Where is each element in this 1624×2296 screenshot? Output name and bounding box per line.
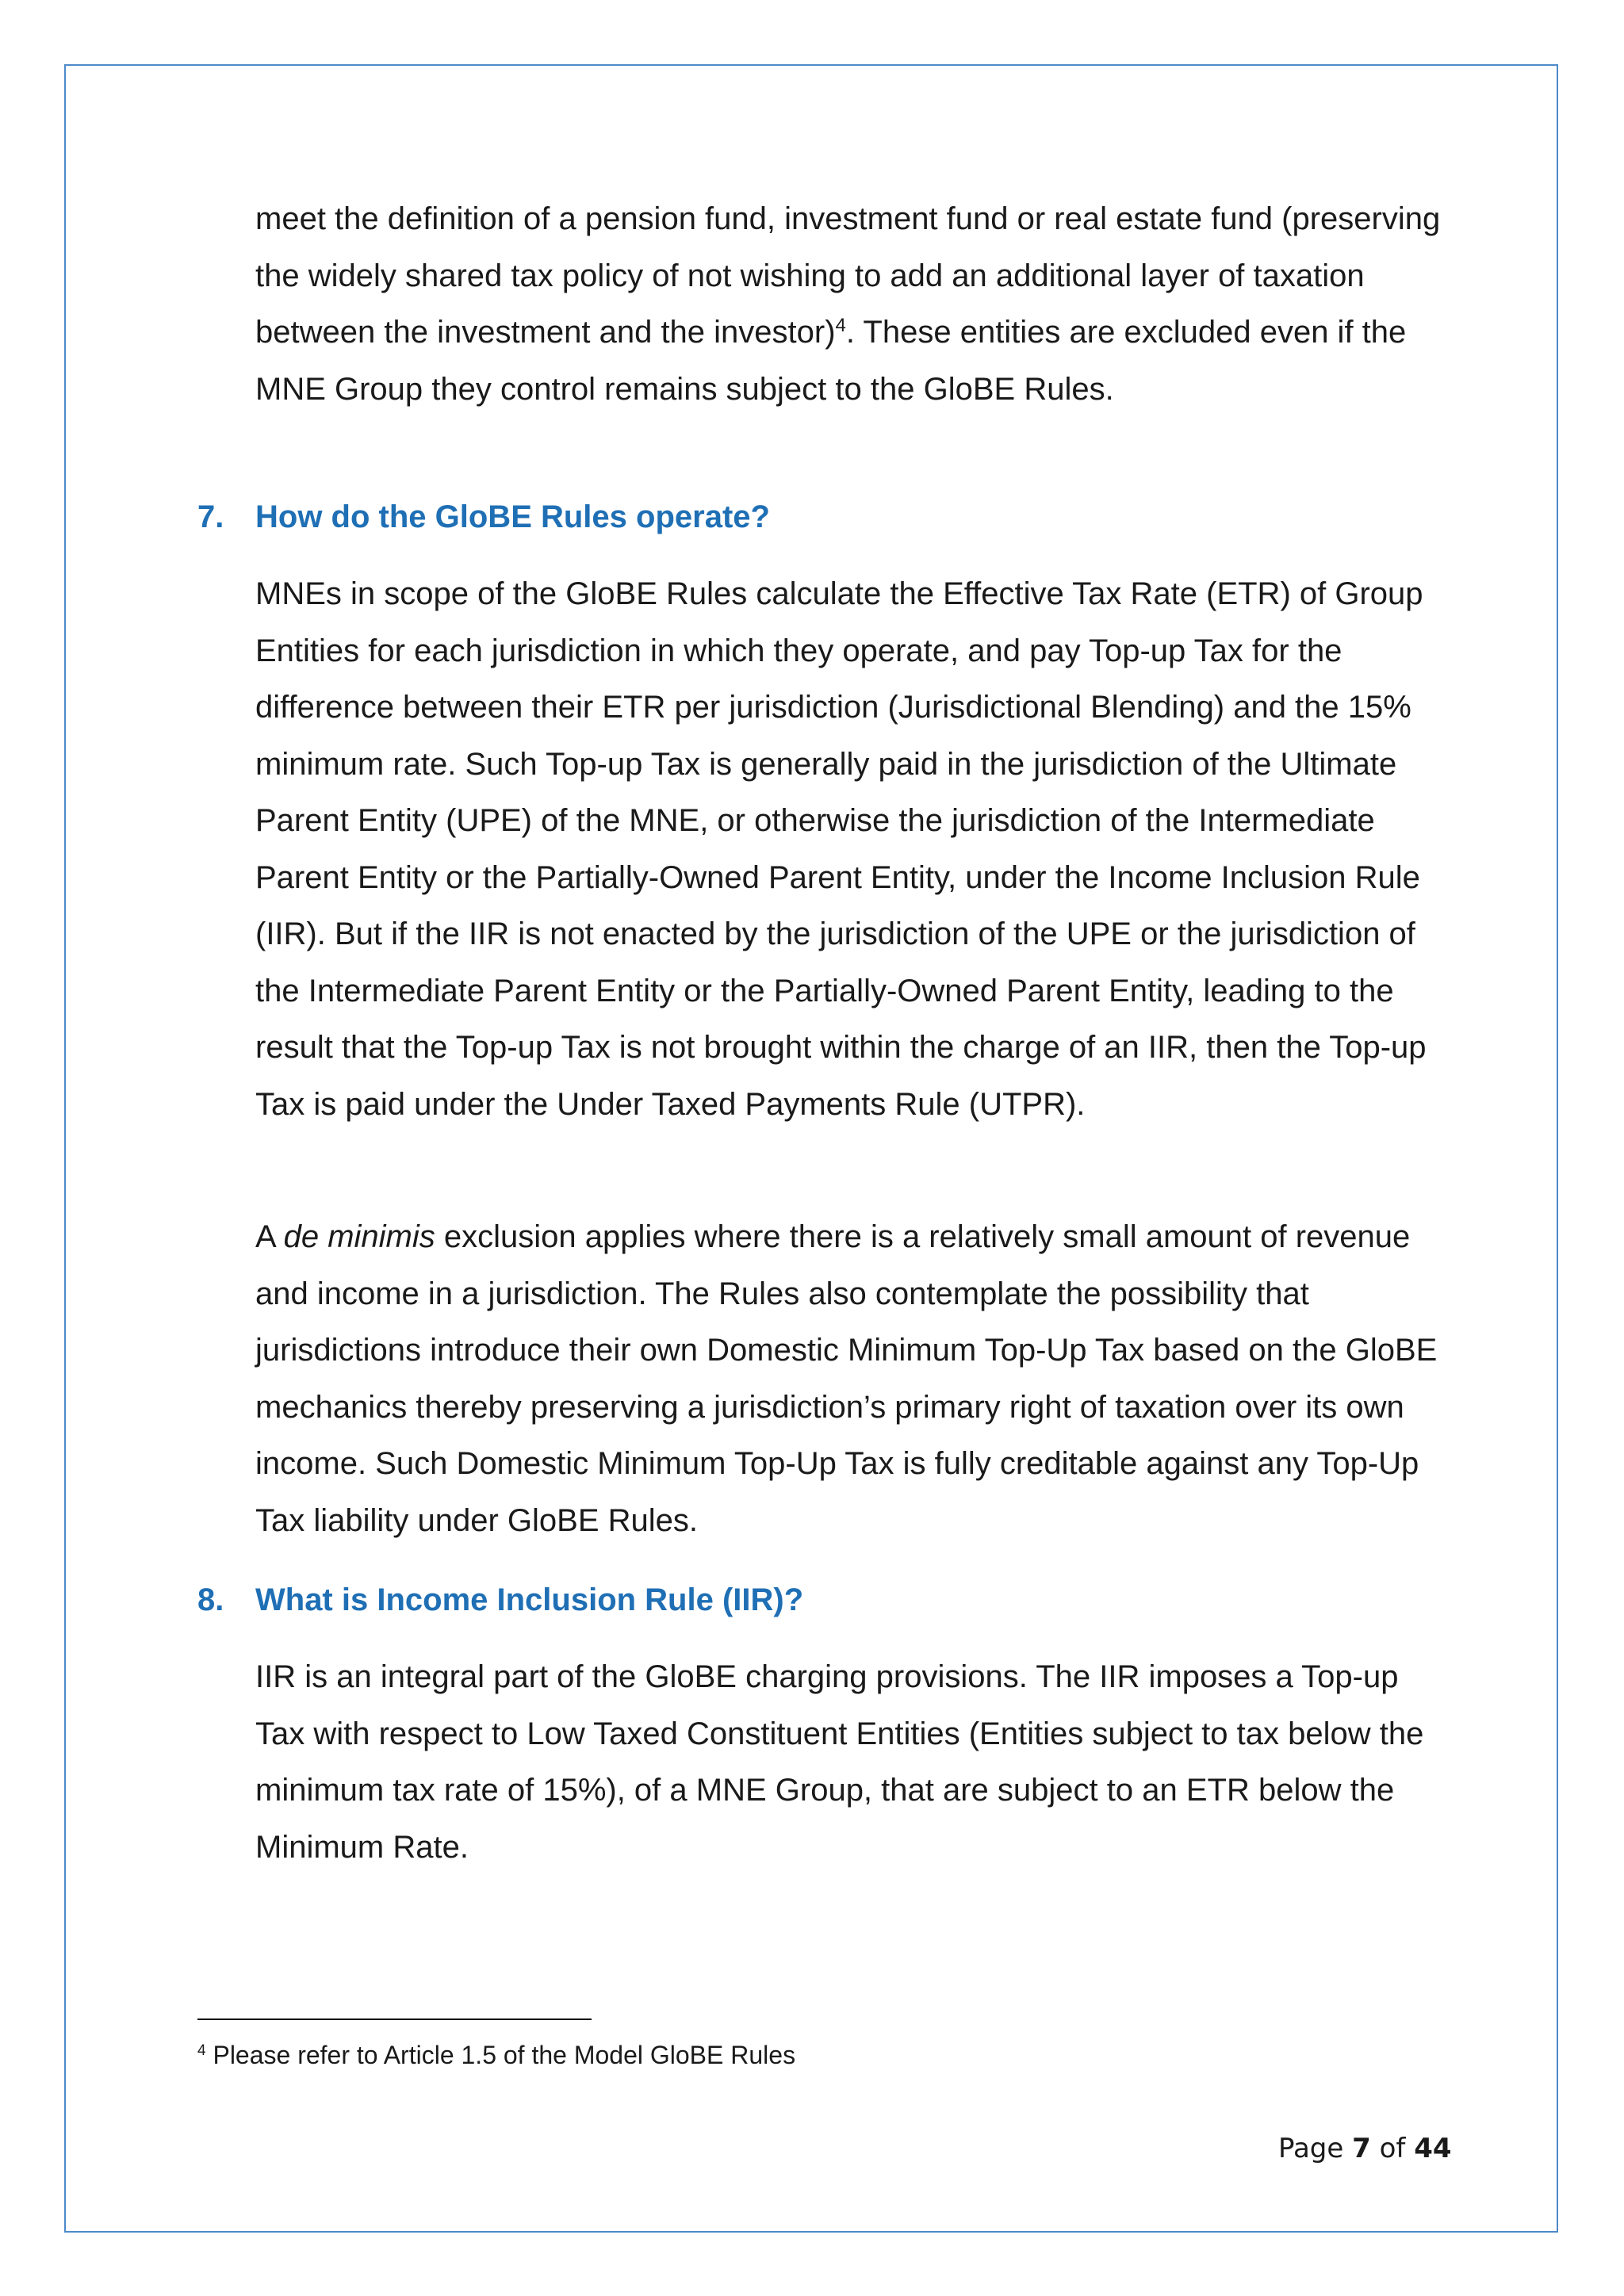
page-number-prefix: Page [1278,2133,1353,2164]
intro-paragraph [255,191,1445,418]
page-number-total: 44 [1414,2133,1452,2164]
section-7-paragraph-2-rest: exclusion applies where there is a relatively small amount of revenue and income in a jurisdiction. The Rules also contemplate the possibility that jurisdictions introduce their own Domestic Minimum Top-Up Tax based on the GloBE mechanics thereby preserving a jurisdiction’s primary right of taxation over its own income. Such Domestic Minimum Top-Up Tax is fully creditable against any Top-Up Tax liability under GloBE Rules. [255,1219,1438,1538]
intro-text: meet the definition of a pension fund, investment fund or real estate fund (preserving the widely shared tax policy of not wishing to add an additional layer of taxation between the investment and the investor) [255,201,1441,350]
section-7-paragraph-2-lead: A [255,1219,284,1254]
footnote [197,2039,795,2071]
section-8-number: 8. [197,1582,224,1617]
page-number-separator: of [1370,2133,1415,2164]
section-7-paragraph-2-italic: de minimis [283,1219,435,1254]
section-7-paragraph-1: MNEs in scope of the GloBE Rules calculate the Effective Tax Rate (ETR) of Group Entities for each jurisdiction in which they operate, and pay Top-up Tax for the difference between their ETR per jurisdiction (Jurisdictional Blending) and the 15% minimum rate. Such Top-up Tax is generally paid in the jurisdiction of the Ultimate Parent Entity (UPE) of the MNE, or otherwise the jurisdiction of the Intermediate Parent Entity or the Partially-Owned Parent Entity, under the Income Inclusion Rule (IIR). But if the IIR is not enacted by the jurisdiction of the UPE or the jurisdiction of the Intermediate Parent Entity or the Partially-Owned Parent Entity, leading to the result that the Top-up Tax is not brought within the charge of an IIR, then the Top-up Tax is paid under the Under Taxed Payments Rule (UTPR). [255,576,1427,1122]
section-7-paragraph-2 [255,1209,1445,1549]
section-7-heading [197,493,770,541]
footnote-text: Please refer to Article 1.5 of the Model GloBE Rules [213,2041,796,2069]
section-8-paragraph-1: IIR is an integral part of the GloBE charging provisions. The IIR imposes a Top-up Tax with respect to Low Taxed Constituent Entities (Entities subject to tax below the minimum tax rate of 15%), of a MNE Group, that are subject to an ETR below the Minimum Rate. [255,1659,1424,1865]
page-number [1278,2131,1452,2166]
section-7-title: How do the GloBE Rules operate? [255,499,770,534]
footnote-separator [197,2019,592,2020]
section-7-number: 7. [197,499,224,534]
page-number-current: 7 [1352,2133,1371,2164]
footnote-reference[interactable]: 4 [835,315,846,336]
section-8-heading [197,1576,803,1624]
section-8-title: What is Income Inclusion Rule (IIR)? [255,1582,804,1617]
footnote-marker: 4 [197,2042,206,2059]
intro-text-continued: . These entities are excluded even if the MNE Group they control remains subject to the GloBE Rules. [255,315,1407,407]
